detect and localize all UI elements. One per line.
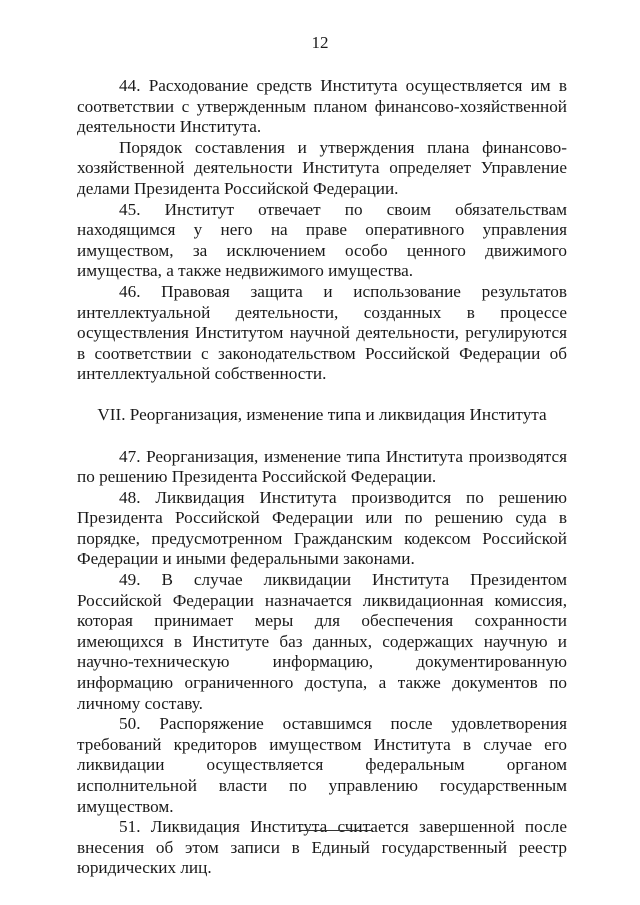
paragraph-44-continued: Порядок составления и утверждения плана финансово-хозяйственной деятельности Института определяет Управление делами Президента Российской Федерации.	[77, 137, 567, 198]
paragraph-46: 46. Правовая защита и использование результатов интеллектуальной деятельности, созданных в процессе осуществления Институтом научной деятельности, регулируются в соответствии с законодательством Российской Федерации об интеллектуальной собственности.	[77, 281, 567, 384]
paragraph-45: 45. Институт отвечает по своим обязательствам находящимся у него на праве оперативного управления имуществом, за исключением особо ценного движимого имущества, а также недвижимого имущества.	[77, 199, 567, 281]
end-of-text-divider	[300, 830, 373, 831]
paragraph-50: 50. Распоряжение оставшимся после удовлетворения требований кредиторов имуществом Института в случае его ликвидации осуществляется федеральным органом исполнительной власти по управлению государственным имуществом.	[77, 714, 567, 816]
paragraph-48: 48. Ликвидация Института производится по решению Президента Российской Федерации или по решению суда в порядке, предусмотренном Гражданским кодексом Российской Федерации и иными федеральными законами.	[77, 487, 567, 569]
section-heading: VII. Реорганизация, изменение типа и ликвидация Института	[97, 404, 547, 424]
paragraph-44: 44. Расходование средств Института осуществляется им в соответствии с утвержденным планом финансово-хозяйственной деятельности Института.	[77, 76, 567, 137]
paragraph-51: 51. Ликвидация Института считается завершенной после внесения об этом записи в Единый государственный реестр юридических лиц.	[77, 817, 567, 878]
document-body	[77, 76, 567, 879]
paragraph-49: 49. В случае ликвидации Института Президентом Российской Федерации назначается ликвидационная комиссия, которая принимает меры для обеспечения сохранности имеющихся в Институте баз данных, содержащих научную и научно-техническую информацию, документированную информацию ограниченного доступа, а также документов по личному составу.	[77, 570, 567, 713]
paragraph-47: 47. Реорганизация, изменение типа Института производятся по решению Президента Российской Федерации.	[77, 446, 567, 487]
page-number: 12	[311, 33, 329, 52]
